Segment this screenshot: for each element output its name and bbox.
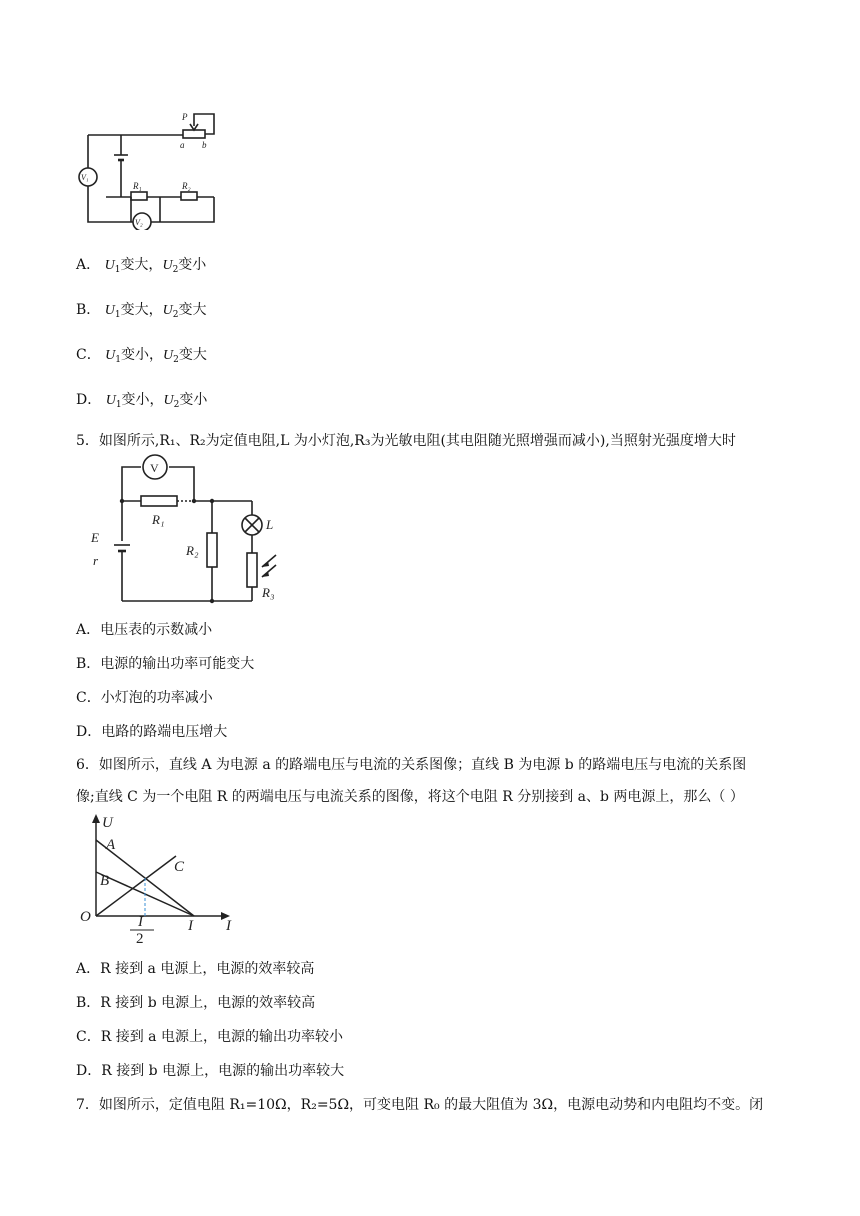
q5-label-e: E bbox=[91, 530, 99, 545]
q6-label-half-den: 2 bbox=[136, 931, 144, 947]
q6-stem-line1: 6．如图所示，直线 A 为电源 a 的路端电压与电流的关系图像；直线 B 为电源 b 的路端电压与电流的关系图 bbox=[76, 757, 747, 773]
q5-label-r1: R₁ bbox=[152, 512, 165, 527]
q6-label-i0: I bbox=[188, 918, 193, 934]
q4-label-r2: R₂ bbox=[182, 181, 191, 191]
q5-label-r2: R₂ bbox=[186, 543, 199, 558]
q4-option-d: D． $U_1$变小，$U_2$变小 bbox=[76, 392, 208, 410]
q5-label-r3: R₃ bbox=[262, 585, 275, 600]
q5-circuit-figure bbox=[86, 453, 286, 605]
q7-stem: 7．如图所示，定值电阻 R₁=10Ω，R₂=5Ω，可变电阻 R₀ 的最大阻值为 3Ω，电源电动势和内电阻均不变。闭 bbox=[76, 1097, 764, 1113]
q4-label-v2: V₂ bbox=[135, 218, 143, 227]
q5-option-b: B．电源的输出功率可能变大 bbox=[76, 656, 255, 672]
q5-option-d: D．电路的路端电压增大 bbox=[76, 724, 228, 740]
q6-label-b: B bbox=[100, 873, 110, 889]
q4-circuit-figure bbox=[76, 100, 226, 230]
q5-option-c: C．小灯泡的功率减小 bbox=[76, 690, 213, 706]
q6-label-o: O bbox=[80, 909, 91, 925]
q6-option-b: B．R 接到 b 电源上，电源的效率较高 bbox=[76, 995, 316, 1011]
q6-ui-graph bbox=[76, 812, 246, 947]
q6-option-a: A．R 接到 a 电源上，电源的效率较高 bbox=[76, 961, 315, 977]
q5-stem: 5．如图所示,R₁、R₂为定值电阻,L 为小灯泡,R₃为光敏电阻(其电阻随光照增强而减小),当照射光强度增大时 bbox=[76, 433, 736, 449]
q4-option-c: C． $U_1$变小，$U_2$变大 bbox=[76, 347, 207, 365]
q4-label-v1: V₁ bbox=[81, 173, 89, 182]
q6-label-half-num: I bbox=[138, 914, 143, 930]
q5-label-v: V bbox=[150, 461, 159, 475]
q6-label-u: U bbox=[102, 815, 113, 831]
q5-label-l: L bbox=[266, 517, 274, 532]
q6-label-c: C bbox=[174, 859, 185, 875]
q6-label-a: A bbox=[106, 837, 116, 853]
q6-stem-line2: 像;直线 C 为一个电阻 R 的两端电压与电流关系的图像，将这个电阻 R 分别接到 a、b 两电源上，那么（ ） bbox=[76, 789, 744, 805]
q4-label-r1: R₁ bbox=[133, 181, 142, 191]
q4-option-a: A． $U_1$变大，$U_2$变小 bbox=[76, 257, 207, 275]
q5-label-r: r bbox=[93, 553, 99, 568]
q6-label-i-axis: I bbox=[226, 918, 231, 934]
q5-option-a: A．电压表的示数减小 bbox=[76, 622, 213, 638]
q6-option-c: C．R 接到 a 电源上，电源的输出功率较小 bbox=[76, 1029, 343, 1045]
q4-label-a: a bbox=[180, 140, 185, 150]
q4-label-b: b bbox=[202, 140, 207, 150]
q4-option-b: B． $U_1$变大，$U_2$变大 bbox=[76, 302, 207, 320]
q4-label-p: P bbox=[182, 112, 188, 122]
q6-option-d: D．R 接到 b 电源上，电源的输出功率较大 bbox=[76, 1063, 345, 1079]
